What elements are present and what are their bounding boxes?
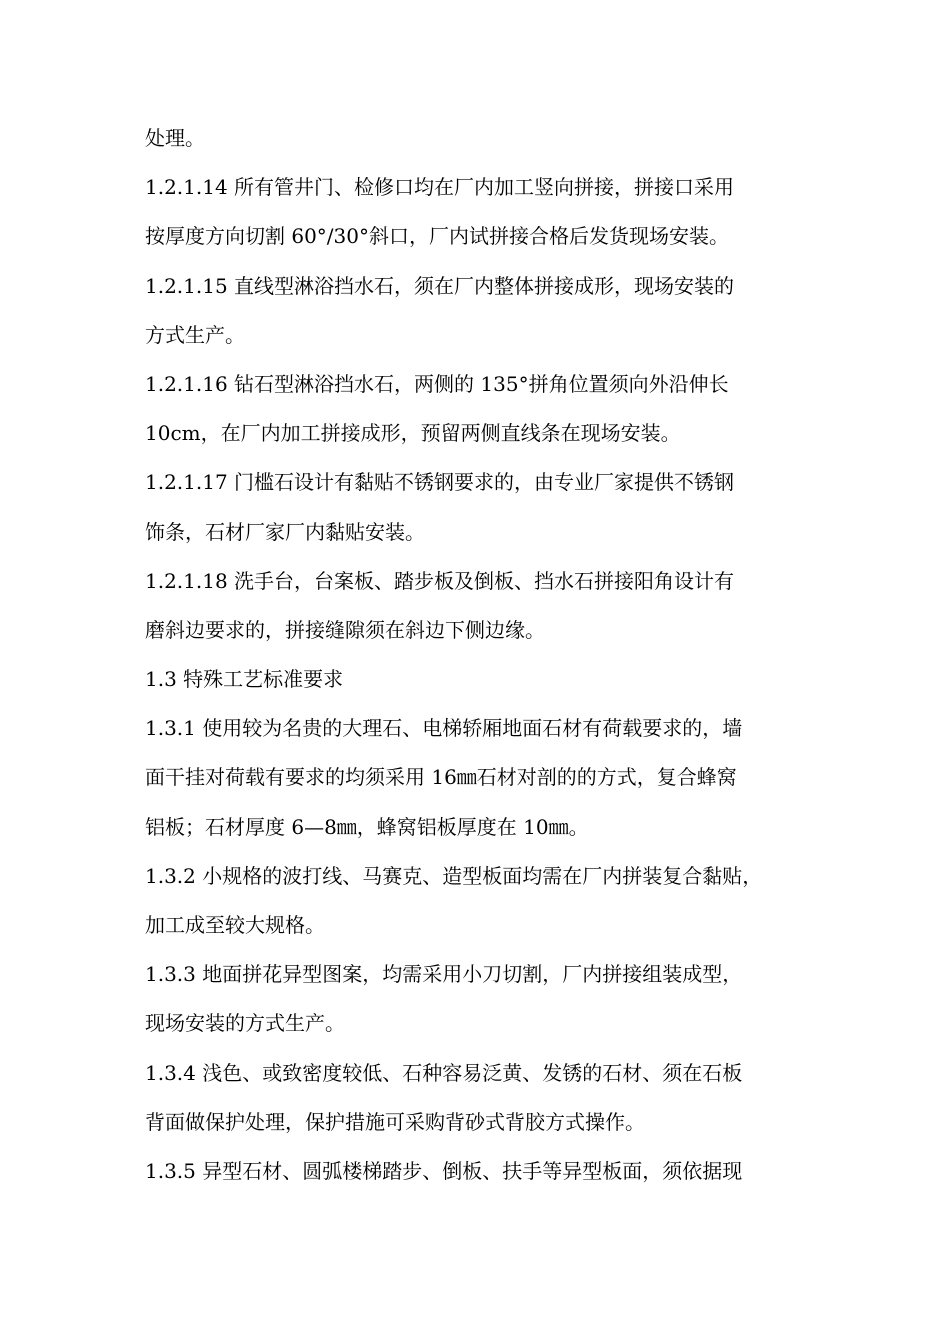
- text-line: 背面做保护处理，保护措施可采购背砂式背胶方式操作。: [145, 1109, 645, 1134]
- text-line: 1.2.1.17 门槛石设计有黏贴不锈钢要求的，由专业厂家提供不锈钢: [145, 470, 735, 495]
- document-body: [145, 114, 810, 1196]
- section-heading: 1.3 特殊工艺标准要求: [145, 667, 344, 692]
- text-line: 1.3.2 小规格的波打线、马赛克、造型板面均需在厂内拼装复合黏贴，: [145, 863, 763, 888]
- text-line: 1.2.1.14 所有管井门、检修口均在厂内加工竖向拼接，拼接口采用: [145, 175, 735, 200]
- text-line: 加工成至较大规格。: [145, 913, 325, 937]
- text-line: 1.3.5 异型石材、圆弧楼梯踏步、倒板、扶手等异型板面，须依据现: [145, 1158, 743, 1183]
- text-line: 铝板；石材厚度 6—8㎜，蜂窝铝板厚度在 10㎜。: [145, 814, 589, 839]
- text-line: 饰条，石材厂家厂内黏贴安装。: [145, 519, 425, 544]
- text-line: 方式生产。: [145, 322, 245, 347]
- text-line: 面干挂对荷载有要求的均须采用 16㎜石材对剖的的方式，复合蜂窝: [145, 765, 737, 790]
- text-line: 1.3.1 使用较为名贵的大理石、电梯轿厢地面石材有荷载要求的，墙: [145, 716, 743, 741]
- text-line: 按厚度方向切割 60°/30°斜口，厂内试拼接合格后发货现场安装。: [145, 224, 729, 249]
- text-line: 现场安装的方式生产。: [145, 1011, 345, 1036]
- text-line: 10cm，在厂内加工拼接成形，预留两侧直线条在现场安装。: [145, 421, 681, 446]
- text-line: 1.3.4 浅色、或致密度较低、石种容易泛黄、发锈的石材、须在石板: [145, 1060, 743, 1085]
- text-line: 1.3.3 地面拼花异型图案，均需采用小刀切割，厂内拼接组装成型，: [145, 962, 743, 987]
- text-line: 磨斜边要求的，拼接缝隙须在斜边下侧边缘。: [145, 617, 545, 642]
- text-line: 1.2.1.18 洗手台，台案板、踏步板及倒板、挡水石拼接阳角设计有: [145, 568, 735, 593]
- text-line: 处理。: [145, 126, 205, 150]
- text-line: 1.2.1.16 钻石型淋浴挡水石，两侧的 135°拼角位置须向外沿伸长: [145, 371, 729, 396]
- text-line: 1.2.1.15 直线型淋浴挡水石，须在厂内整体拼接成形，现场安装的: [145, 273, 735, 298]
